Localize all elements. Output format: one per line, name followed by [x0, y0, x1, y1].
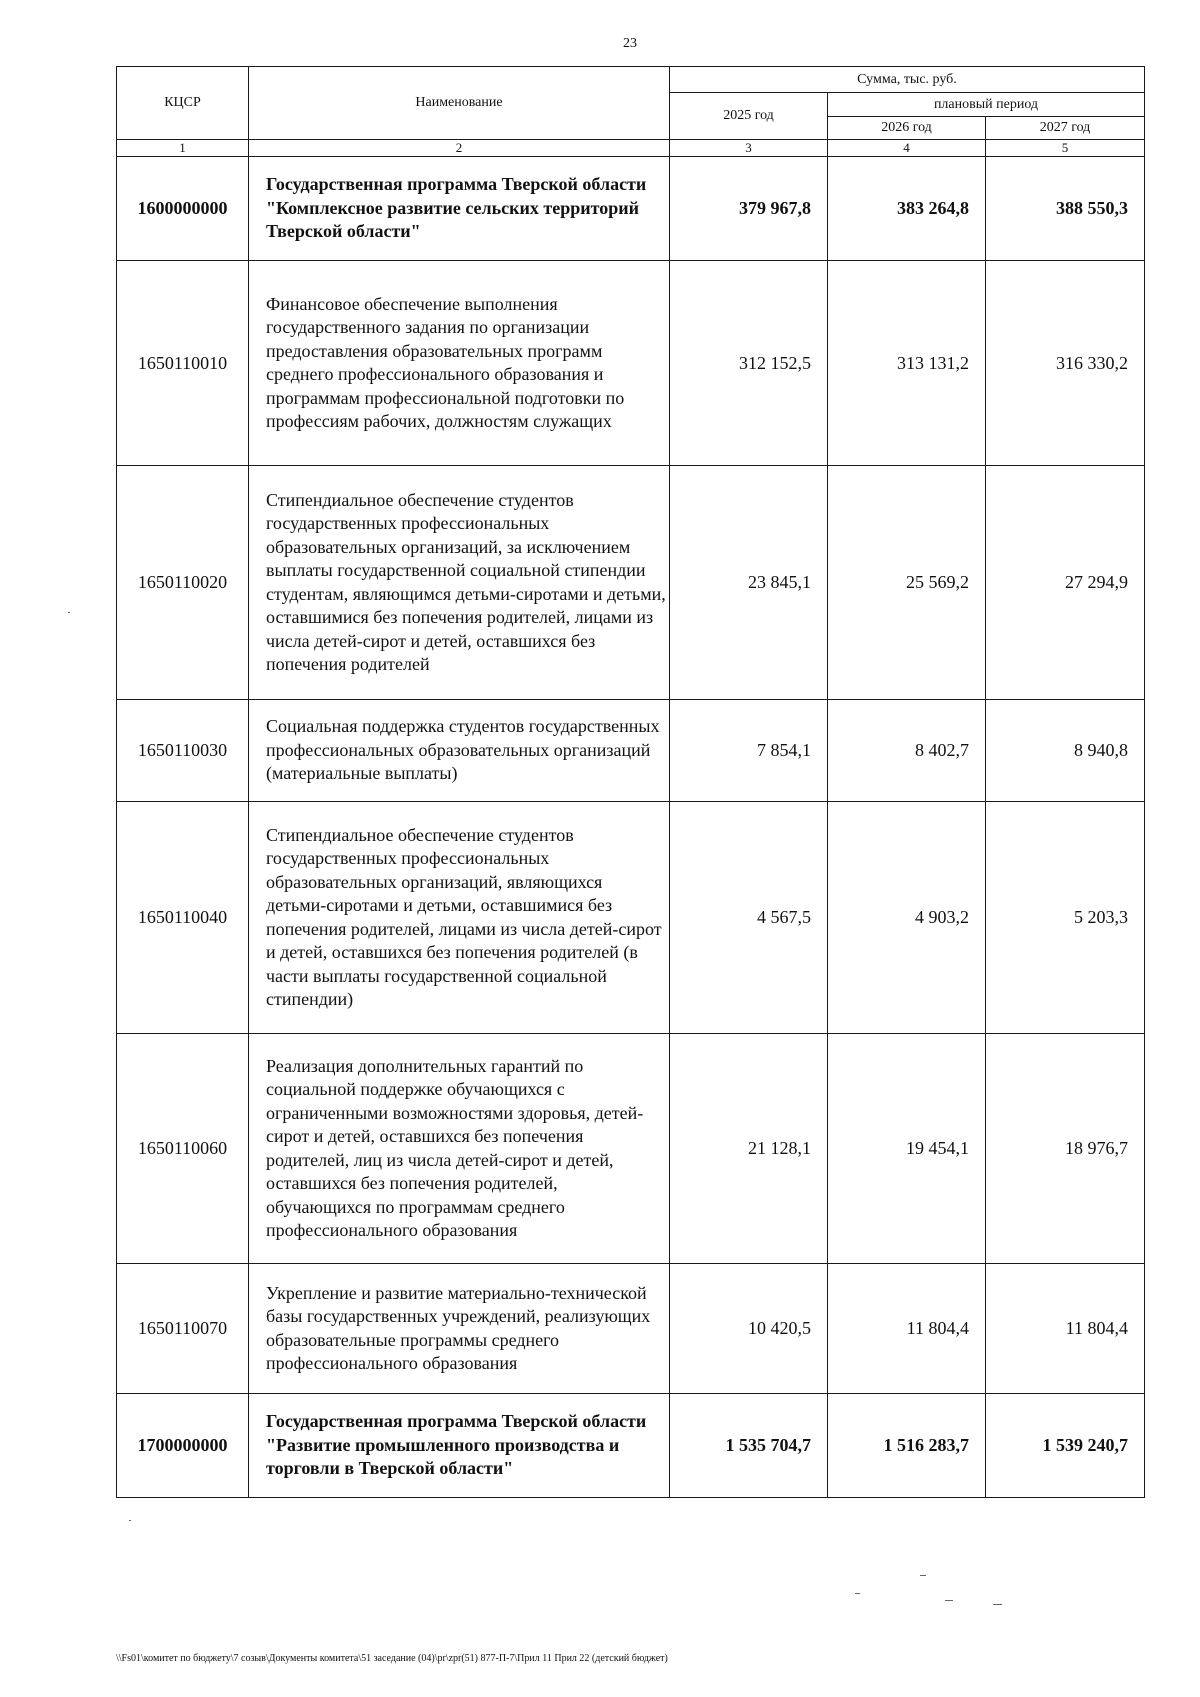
table-row	[117, 802, 1145, 1034]
item-name: Стипендиальное обеспечение студентов государственных профессиональных образовательных организаций, являющихся детьми-сиротами и детьми, оставшимися без попечения родителей, лицами из числа детей-сирот и детей, оставшихся без попечения родителей (в части выплаты государственной социальной стипендии)	[249, 802, 670, 1034]
value-2027: 11 804,4	[986, 1264, 1145, 1394]
value-2027: 8 940,8	[986, 700, 1145, 802]
table-row	[117, 261, 1145, 466]
scan-speck	[945, 1600, 953, 1601]
header-name: Наименование	[249, 67, 670, 140]
scan-speck	[68, 612, 70, 613]
item-name: Государственная программа Тверской области "Комплексное развитие сельских территорий Тверской области"	[249, 157, 670, 261]
value-2027: 18 976,7	[986, 1034, 1145, 1264]
value-2026: 383 264,8	[828, 157, 986, 261]
kcsr-code: 1650110040	[117, 802, 249, 1034]
header-kcsr: КЦСР	[117, 67, 249, 140]
header-year-2027: 2027 год	[986, 117, 1145, 140]
item-name: Социальная поддержка студентов государственных профессиональных образовательных организаций (материальные выплаты)	[249, 700, 670, 802]
scan-speck	[993, 1604, 1002, 1605]
value-2025: 4 567,5	[670, 802, 828, 1034]
header-sum: Сумма, тыс. руб.	[670, 67, 1145, 93]
value-2026: 11 804,4	[828, 1264, 986, 1394]
value-2025: 10 420,5	[670, 1264, 828, 1394]
column-number: 5	[986, 140, 1145, 157]
budget-table	[116, 66, 1145, 1498]
column-number: 4	[828, 140, 986, 157]
item-name: Государственная программа Тверской области "Развитие промышленного производства и торговли в Тверской области"	[249, 1394, 670, 1498]
kcsr-code: 1650110060	[117, 1034, 249, 1264]
column-number: 2	[249, 140, 670, 157]
scan-speck	[129, 1520, 131, 1521]
header-year-2026: 2026 год	[828, 117, 986, 140]
value-2027: 388 550,3	[986, 157, 1145, 261]
item-name: Укрепление и развитие материально-технической базы государственных учреждений, реализующих образовательные программы среднего профессионального образования	[249, 1264, 670, 1394]
value-2026: 8 402,7	[828, 700, 986, 802]
value-2026: 1 516 283,7	[828, 1394, 986, 1498]
kcsr-code: 1650110070	[117, 1264, 249, 1394]
scan-speck	[855, 1593, 860, 1594]
value-2025: 7 854,1	[670, 700, 828, 802]
kcsr-code: 1600000000	[117, 157, 249, 261]
value-2025: 312 152,5	[670, 261, 828, 466]
header-planned-period: плановый период	[828, 93, 1145, 117]
column-number: 1	[117, 140, 249, 157]
page-number: 23	[623, 36, 637, 51]
value-2027: 5 203,3	[986, 802, 1145, 1034]
value-2027: 1 539 240,7	[986, 1394, 1145, 1498]
value-2026: 25 569,2	[828, 466, 986, 700]
value-2026: 19 454,1	[828, 1034, 986, 1264]
value-2026: 313 131,2	[828, 261, 986, 466]
kcsr-code: 1700000000	[117, 1394, 249, 1498]
table-row	[117, 1264, 1145, 1394]
value-2027: 316 330,2	[986, 261, 1145, 466]
scan-speck	[920, 1575, 926, 1576]
column-number: 3	[670, 140, 828, 157]
value-2025: 379 967,8	[670, 157, 828, 261]
value-2026: 4 903,2	[828, 802, 986, 1034]
table-row	[117, 1394, 1145, 1498]
column-number-row	[117, 140, 1145, 157]
kcsr-code: 1650110030	[117, 700, 249, 802]
footer-file-path: \\Fs01\комитет по бюджету\7 созыв\Документы комитета\51 заседание (04)\pr\zpr(51) 877-П-7\Прил 11 Прил 22 (детский бюджет)	[116, 1653, 668, 1664]
kcsr-code: 1650110010	[117, 261, 249, 466]
table-row	[117, 1034, 1145, 1264]
value-2025: 21 128,1	[670, 1034, 828, 1264]
item-name: Финансовое обеспечение выполнения государственного задания по организации предоставления образовательных программ среднего профессионального образования и программам профессиональной подготовки по профессиям рабочих, должностям служащих	[249, 261, 670, 466]
item-name: Реализация дополнительных гарантий по социальной поддержке обучающихся с ограниченными возможностями здоровья, детей-сирот и детей, оставшихся без попечения родителей, лиц из числа детей-сирот и детей, оставшихся без попечения родителей, обучающихся по программам среднего профессионального образования	[249, 1034, 670, 1264]
table-row	[117, 700, 1145, 802]
value-2027: 27 294,9	[986, 466, 1145, 700]
value-2025: 23 845,1	[670, 466, 828, 700]
table-row	[117, 157, 1145, 261]
value-2025: 1 535 704,7	[670, 1394, 828, 1498]
kcsr-code: 1650110020	[117, 466, 249, 700]
table-row	[117, 466, 1145, 700]
header-year-2025: 2025 год	[670, 93, 828, 140]
item-name: Стипендиальное обеспечение студентов государственных профессиональных образовательных организаций, за исключением выплаты государственной социальной стипендии студентам, являющимся детьми-сиротами и детьми, оставшимися без попечения родителей, лицами из числа детей-сирот и детей, оставшихся без попечения родителей	[249, 466, 670, 700]
